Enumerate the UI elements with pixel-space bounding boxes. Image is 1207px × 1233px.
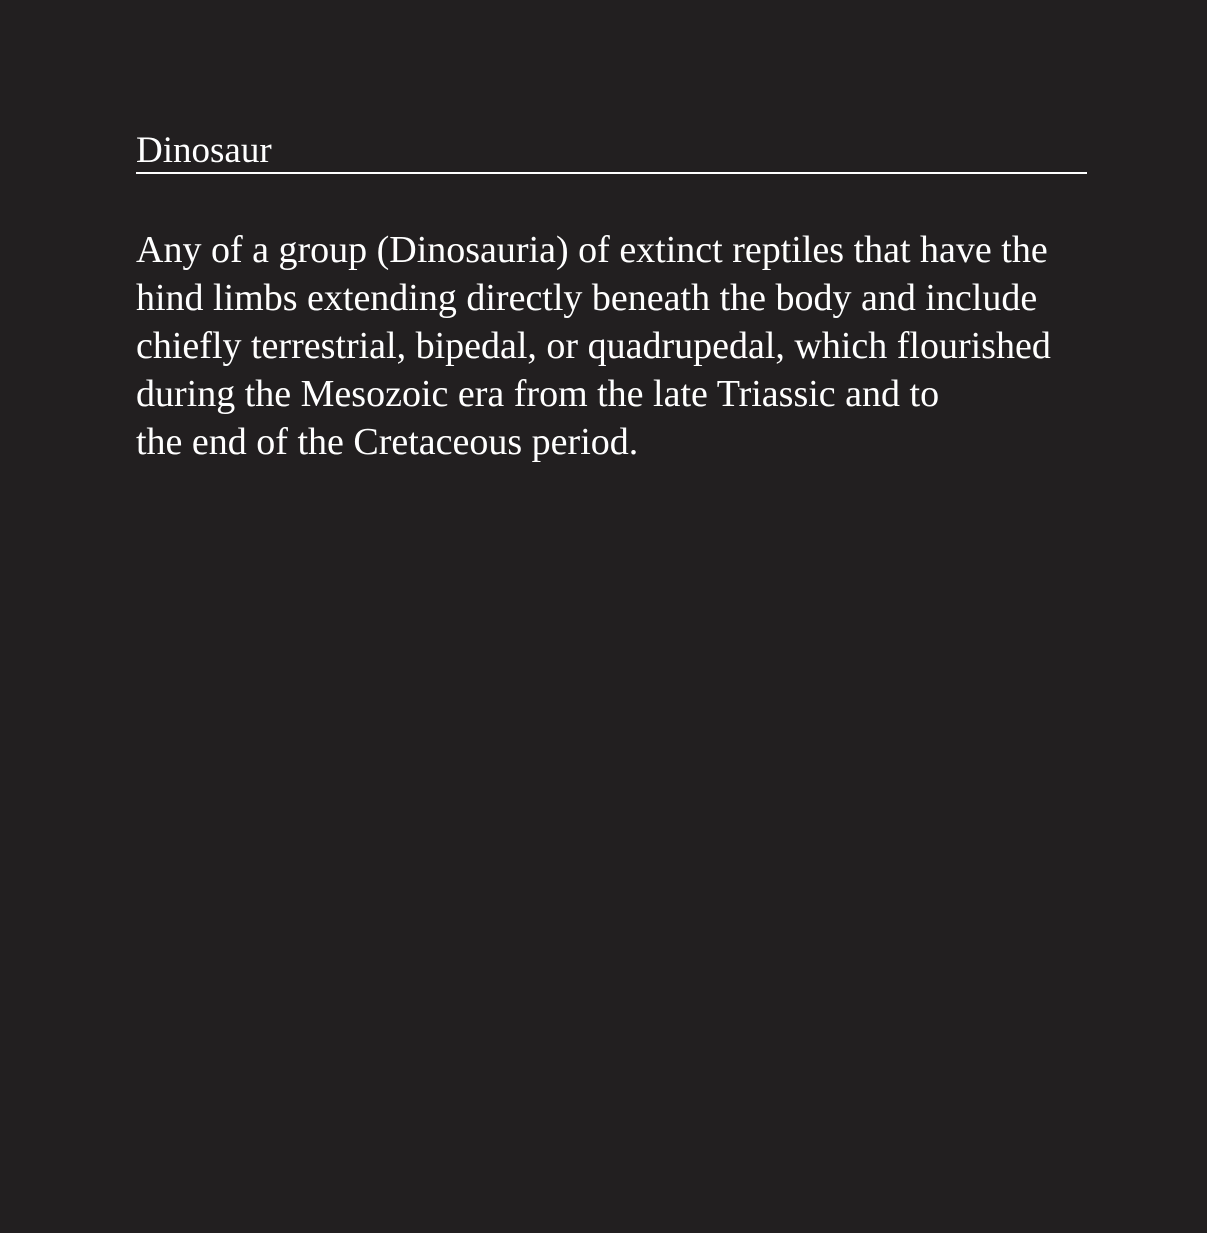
definition-line: the end of the Cretaceous period. [136,421,639,463]
term-title: Dinosaur [136,130,272,171]
definition-line: chiefly terrestrial, bipedal, or quadrupedal, which flourished [136,325,1051,367]
term-heading-row [136,130,1087,174]
definition-line: hind limbs extending directly beneath the body and include [136,277,1038,319]
definition-line: during the Mesozoic era from the late Triassic and to [136,373,940,415]
definition-text [136,226,1136,466]
definition-line: Any of a group (Dinosauria) of extinct reptiles that have the [136,229,1048,271]
